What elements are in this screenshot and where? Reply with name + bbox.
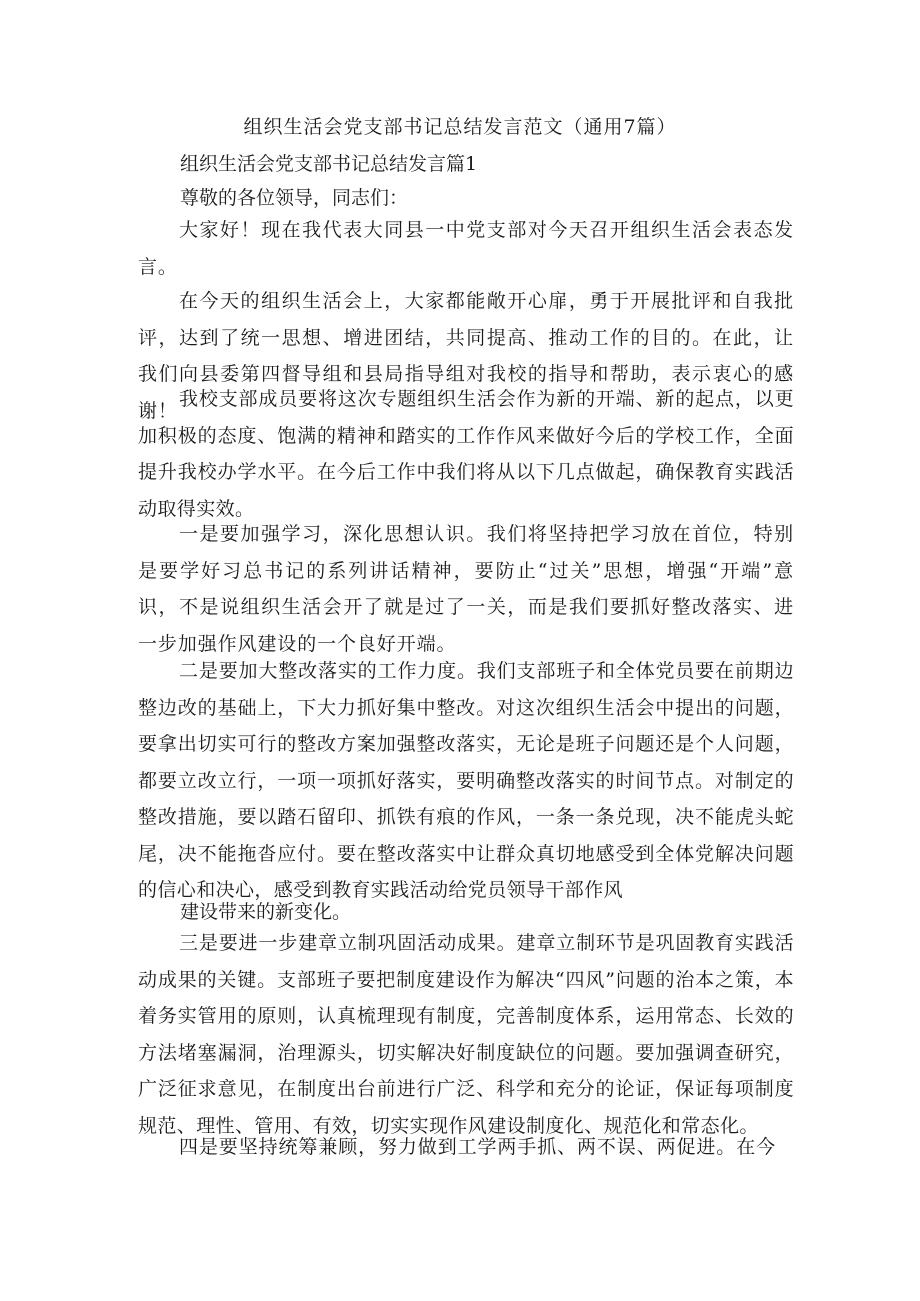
paragraph-continuation: 建设带来的新变化。 (180, 901, 352, 923)
paragraph: 在今天的组织生活会上，大家都能敞开心扉，勇于开展批评和自我批评，达到了统一思想、增进团结，共同提高、推动工作的目的。在此，让我们向县委第四督导组和县局指导组对我校的指导和帮助，表示衷心的感谢！ (138, 290, 794, 422)
paragraph: 四是要坚持统筹兼顾，努力做到工学两手抓、两不误、两促进。在今 (179, 1136, 777, 1158)
section-heading: 组织生活会党支部书记总结发言篇1 (180, 153, 478, 175)
salutation: 尊敬的各位领导，同志们： (180, 187, 409, 209)
paragraph: 三是要进一步建章立制巩固活动成果。建章立制环节是巩固教育实践活动成果的关键。支部班子要把制度建设作为解决“四风”问题的治本之策，本着务实管用的原则，认真梳理现有制度，完善制度体系，运用常态、长效的方法堵塞漏洞，治理源头，切实解决好制度缺位的问题。要加强调查研究，广泛征求意见，在制度出台前进行广泛、科学和充分的论证，保证每项制度规范、理性、管用、有效，切实实现作风建设制度化、规范化和常态化。 (138, 932, 794, 1137)
paragraph: 大家好！现在我代表大同县一中党支部对今天召开组织生活会表态发言。 (138, 219, 794, 278)
document-title: 组织生活会党支部书记总结发言范文（通用7篇） (243, 116, 677, 138)
paragraph: 二是要加大整改落实的工作力度。我们支部班子和全体党员要在前期边整边改的基础上，下大力抓好集中整改。对这次组织生活会中提出的问题，要拿出切实可行的整改方案加强整改落实，无论是班子问题还是个人问题，都要立改立行，一项一项抓好落实，要明确整改落实的时间节点。对制定的整改措施，要以踏石留印、抓铁有痕的作风，一条一条兑现，决不能虎头蛇尾，决不能拖沓应付。要在整改落实中让群众真切地感受到全体党解决问题的信心和决心，感受到教育实践活动给党员领导干部作风 (138, 660, 794, 901)
paragraph: 一是要加强学习，深化思想认识。我们将坚持把学习放在首位，特别是要学好习总书记的系列讲话精神，要防止“过关”思想，增强“开端”意识，不是说组织生活会开了就是过了一关，而是我们要抓好整改落实、进一步加强作风建设的一个良好开端。 (138, 523, 794, 655)
paragraph: 我校支部成员要将这次专题组织生活会作为新的开端、新的起点，以更加积极的态度、饱满的精神和踏实的工作作风来做好今后的学校工作，全面提升我校办学水平。在今后工作中我们将从以下几点做起，确保教育实践活动取得实效。 (138, 388, 794, 520)
